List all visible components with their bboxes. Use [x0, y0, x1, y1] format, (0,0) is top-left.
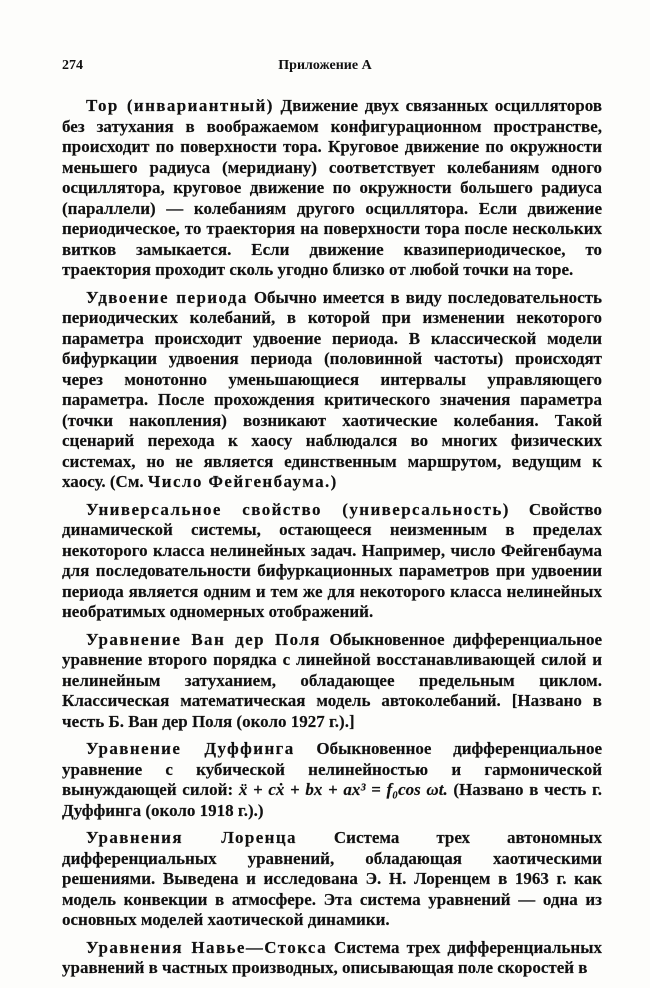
entry-term: Тор (инвариантный)	[86, 96, 274, 115]
entry-text: Обыкновенное дифференциальное уравнение второго порядка с линейной восстанавливающей силой и нелинейным затуханием, обладающее предельным циклом. Классическая математическая модель автоколебаний. [Названо в честь Б. Ван дер Поля (около 1927 г.).]	[62, 629, 603, 731]
glossary-entry-torus	[62, 96, 602, 281]
entry-term: Уравнение Ван дер Поля	[86, 629, 321, 649]
entry-text: Обыкновенное дифференциальное уравнение с кубической нелинейностью и гармонической вынуждающей силой:	[62, 739, 602, 799]
running-title: Приложение А	[278, 58, 372, 73]
entry-text: Обычно имеется в виду последовательность периодических колебаний, в которой при изменении некоторого параметра происходит удвоение периода. В классической модели бифуркации удвоения периода (половинной частоты) происходят через монотонно уменьшающиеся интервалы управляющего параметра. После прохождения критического значения параметра (точки накопления) возникают хаотические колебания. Такой сценарий перехода к хаосу наблюдался во многих физических системах, но не является единственным маршрутом, ведущим к хаосу. (См.	[62, 287, 602, 491]
entry-term: Уравнение Дуффинга	[86, 739, 295, 758]
glossary-entry-duffing	[62, 739, 602, 821]
duffing-formula: ẍ + cẋ + bx + ax³ = f₀cos ωt.	[238, 780, 448, 799]
entry-text: Система трех автономных дифференциальных уравнений, обладающая хаотическими решениями. Выведена и исследована Э. Н. Лоренцем в 1963 г. как модель конвекции в атмосфере. Эта система уравнений — одна из основных моделей хаотической динамики.	[62, 828, 602, 929]
entry-term: Удвоение периода	[86, 287, 248, 307]
page-header	[62, 58, 588, 82]
entry-term: Универсальное свойство (универсальность)	[86, 499, 510, 519]
entry-cross-reference: Число Фейгенбаума.)	[147, 472, 338, 491]
entry-text: Система трех дифференциальных уравнений в частных производных, описывающая поле скоростей в	[62, 937, 602, 977]
entry-text-after: (Названо в честь г. Дуффинга (около 1918 г.).)	[62, 780, 603, 820]
glossary-entry-lorenz	[62, 828, 602, 931]
page-number: 274	[62, 58, 83, 73]
entry-text: Свойство динамической системы, остающееся неизменным в пределах некоторого класса нелинейных задач. Например, число Фейгенбаума для последовательности бифуркационных параметров при удвоении периода является одним и тем же для некоторого класса нелинейных необратимых одномерных отображений.	[62, 499, 602, 621]
glossary-entry-period-doubling	[62, 288, 602, 493]
glossary-body	[62, 96, 602, 986]
glossary-entry-van-der-pol	[62, 630, 602, 733]
entry-term: Уравнения Лоренца	[86, 828, 297, 847]
glossary-entry-universality	[62, 500, 602, 623]
glossary-entry-navier-stokes	[62, 938, 602, 979]
entry-text: Движение двух связанных осцилляторов без затухания в воображаемом конфигурационном пространстве, происходит по поверхности тора. Круговое движение по окружности меньшего радиуса (меридиану) соответствует колебаниям одного осциллятора, круговое движение по окружности большего радиуса (параллели) — колебаниям другого осциллятора. Если движение периодическое, то траектория на поверхности тора после нескольких витков замыкается. Если движение квазипериодическое, то траектория проходит сколь угодно близко от любой точки на торе.	[62, 96, 602, 279]
entry-term: Уравнения Навье—Стокса	[86, 937, 327, 957]
